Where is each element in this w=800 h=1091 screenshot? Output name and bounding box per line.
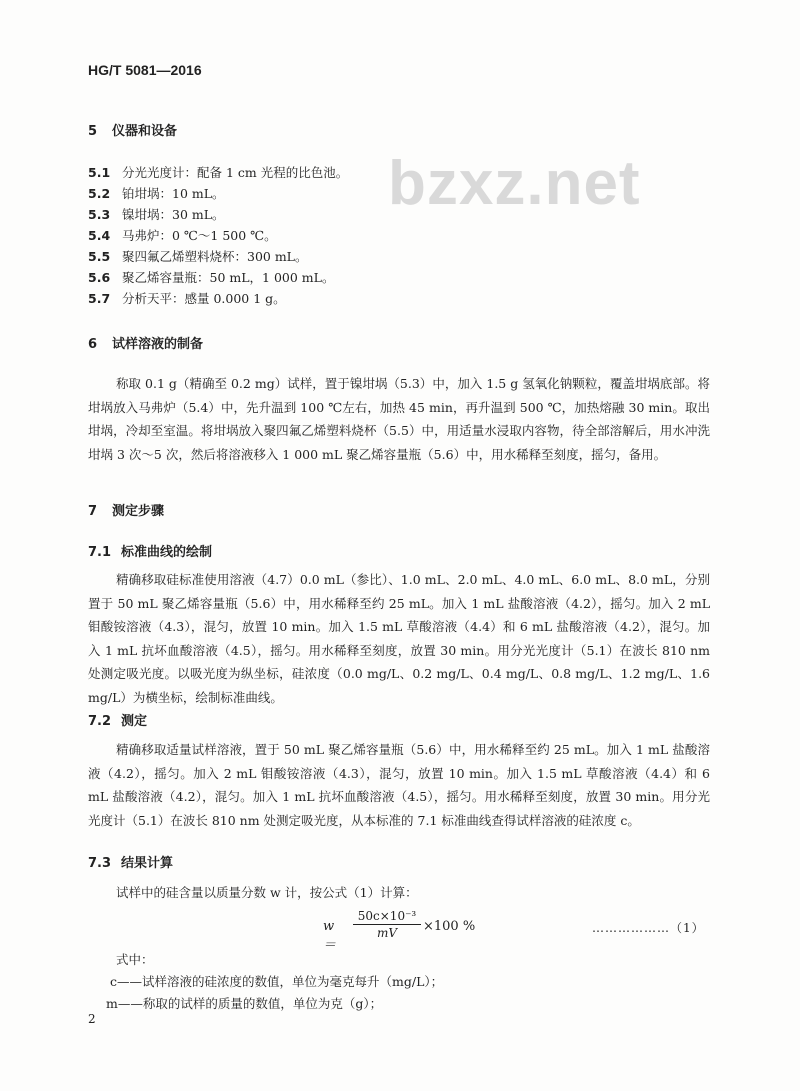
- watermark: bzxz.net: [388, 149, 641, 218]
- section-title: 试样溶液的制备: [112, 337, 204, 352]
- formula-lhs: w＝: [323, 919, 337, 953]
- section-title: 标准曲线的绘制: [121, 545, 213, 560]
- list-item: 5.7 分析天平：感量 0.000 1 g。: [88, 291, 286, 306]
- list-item: 5.5 聚四氟乙烯塑料烧杯：300 mL。: [88, 249, 308, 264]
- page-number: 2: [88, 1012, 96, 1026]
- list-item: 5.6 聚乙烯容量瓶：50 mL，1 000 mL。: [88, 270, 335, 285]
- equation-number: ………………（1）: [592, 921, 705, 935]
- section-number: 7.2: [88, 714, 112, 729]
- variable-definition: c——试样溶液的硅浓度的数值，单位为毫克每升（mg/L）；: [110, 974, 444, 989]
- section-title: 测定步骤: [112, 504, 165, 519]
- section-5-heading: [88, 120, 177, 139]
- formula-numerator: 50c×10⁻³: [357, 909, 417, 923]
- formula-rhs: ×100 %: [423, 919, 476, 934]
- variable-definition: m——称取的试样的质量的数值，单位为克（g）；: [106, 996, 383, 1011]
- section-number: 7.1: [88, 545, 112, 560]
- list-item: 5.1 分光光度计：配备 1 cm 光程的比色池。: [88, 165, 349, 180]
- formula-denominator: mV: [376, 926, 398, 940]
- formula-intro: 试样中的硅含量以质量分数 w 计，按公式（1）计算：: [116, 885, 418, 900]
- section-number: 5: [88, 124, 98, 139]
- section-number: 7.3: [88, 856, 112, 871]
- list-item: 5.2 铂坩埚：10 mL。: [88, 186, 225, 201]
- list-item: 5.3 镍坩埚：30 mL。: [88, 207, 225, 222]
- section-title: 测定: [121, 714, 148, 729]
- section-7-3-heading: [88, 852, 173, 871]
- section-7-1-heading: [88, 541, 212, 560]
- section-number: 6: [88, 337, 98, 352]
- section-6-heading: [88, 333, 203, 352]
- section-number: 7: [88, 504, 98, 519]
- section-7-1-body: 精确移取硅标准使用溶液（4.7）0.0 mL（参比）、1.0 mL、2.0 mL、4.0 mL、6.0 mL、8.0 mL，分别置于 50 mL 聚乙烯容量瓶（5.6）中，用水稀释至约 25 mL。加入 1 mL 盐酸溶液（4.2），摇匀。加入 2 mL 钼酸铵溶液（4.3），混匀，放置 10 min。加入 1.5 mL 草酸溶液（4.4）和 6 mL 盐酸溶液（4.2），混匀。加入 1 mL 抗坏血酸溶液（4.5），摇匀。用水稀释至刻度，放置 30 min。用分光光度计（5.1）在波长 810 nm 处测定吸光度。以吸光度为纵坐标，硅浓度（0.0 mg/L、0.2 mg/L、0.4 mg/L、0.8 mg/L、1.2 mg/L、1.6 mg/L）为横坐标，绘制标准曲线。: [88, 572, 710, 705]
- list-item: 5.4 马弗炉：0 ℃～1 500 ℃。: [88, 228, 277, 243]
- standard-number: HG/T 5081—2016: [88, 62, 202, 78]
- section-title: 仪器和设备: [112, 124, 178, 139]
- section-title: 结果计算: [121, 856, 174, 871]
- fraction-bar: [353, 924, 421, 925]
- section-7-heading: [88, 500, 164, 519]
- formula-fraction: [353, 909, 421, 940]
- where-label: 式中：: [116, 952, 154, 967]
- section-6-body: 称取 0.1 g（精确至 0.2 mg）试样，置于镍坩埚（5.3）中，加入 1.5 g 氢氧化钠颗粒，覆盖坩埚底部。将坩埚放入马弗炉（5.4）中，先升温到 100 ℃左右，加热 45 min，再升温到 500 ℃，加热熔融 30 min。取出坩埚，冷却至室温。将坩埚放入聚四氟乙烯塑料烧杯（5.5）中，用适量水浸取内容物，待全部溶解后，用水冲洗坩埚 3 次～5 次，然后将溶液移入 1 000 mL 聚乙烯容量瓶（5.6）中，用水稀释至刻度，摇匀，备用。: [88, 376, 710, 462]
- section-7-2-heading: [88, 710, 147, 729]
- section-7-2-body: 精确移取适量试样溶液，置于 50 mL 聚乙烯容量瓶（5.6）中，用水稀释至约 25 mL。加入 1 mL 盐酸溶液（4.2），摇匀。加入 2 mL 钼酸铵溶液（4.3），混匀，放置 10 min。加入 1.5 mL 草酸溶液（4.4）和 6 mL 盐酸溶液（4.2），混匀。加入 1 mL 抗坏血酸溶液（4.5），摇匀。用水稀释至刻度，放置 30 min。用分光光度计（5.1）在波长 810 nm 处测定吸光度，从本标准的 7.1 标准曲线查得试样溶液的硅浓度 c。: [88, 742, 710, 828]
